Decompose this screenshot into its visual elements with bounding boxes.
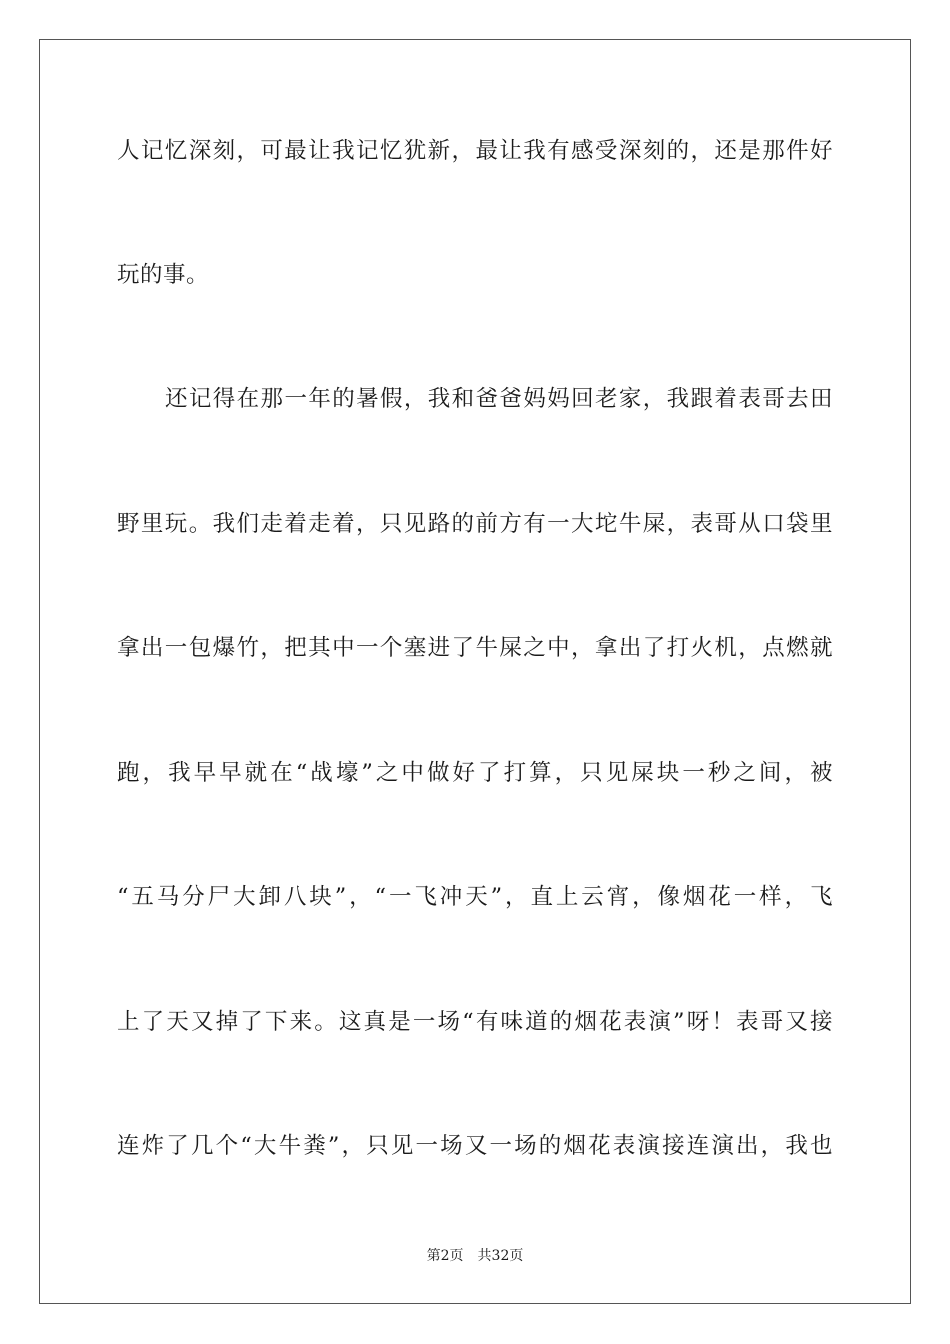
- text-line-1: 人记忆深刻，可最让我记忆犹新，最让我有感受深刻的，还是那件好: [117, 138, 833, 164]
- text-line-7: “五马分尸大卸八块”，“一飞冲天”，直上云宵，像烟花一样，飞: [117, 884, 833, 910]
- text-line-9: 连炸了几个“大牛粪”，只见一场又一场的烟花表演接连演出，我也: [117, 1133, 833, 1159]
- page-total: 共32页: [477, 1248, 524, 1264]
- page-border: [39, 39, 911, 1304]
- page-number: 第2页: [426, 1248, 464, 1264]
- text-line-3: 还记得在那一年的暑假，我和爸爸妈妈回老家，我跟着表哥去田: [165, 386, 833, 412]
- text-line-5: 拿出一包爆竹，把其中一个塞进了牛屎之中，拿出了打火机，点燃就: [117, 635, 833, 661]
- text-line-4: 野里玩。我们走着走着，只见路的前方有一大坨牛屎，表哥从口袋里: [117, 511, 833, 537]
- text-line-6: 跑，我早早就在“战壕”之中做好了打算，只见屎块一秒之间，被: [117, 760, 833, 786]
- text-line-2: 玩的事。: [117, 262, 210, 288]
- page-footer: [0, 1247, 950, 1265]
- text-line-8: 上了天又掉了下来。这真是一场“有味道的烟花表演”呀！表哥又接: [117, 1009, 833, 1035]
